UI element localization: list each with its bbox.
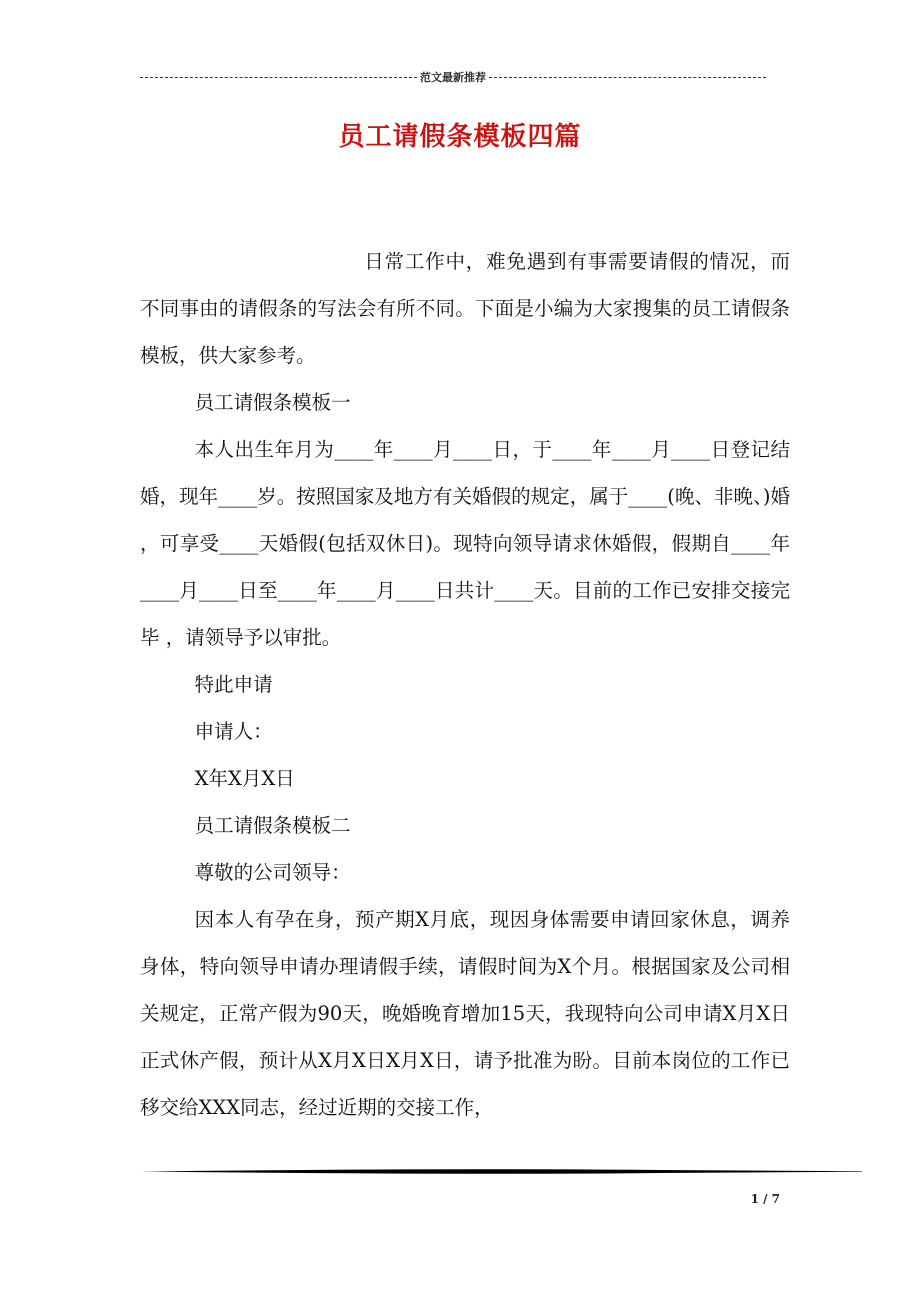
intro-paragraph: 日常工作中，难免遇到有事需要请假的情况，而不同事由的请假条的写法会有所不同。下面是小编为大家搜集的员工请假条模板，供大家参考。: [140, 250, 790, 367]
page-number: 1 / 7: [750, 1192, 780, 1206]
document-body: [140, 238, 790, 1131]
maternity-leave-paragraph: 因本人有孕在身，预产期X月底，现因身体需要申请回家休息，调养身体，特向领导申请办理请假手续，请假时间为X个月。根据国家及公司相关规定，正常产假为90天，晚婚晚育增加15天，我现特向公司申请X月X日正式休产假，预计从X月X日X月X日，请予批准为盼。目前本岗位的工作已移交给XXX同志，经过近期的交接工作，: [140, 908, 790, 1119]
applicant-line: 申请人：: [194, 720, 273, 743]
page-header: [140, 68, 766, 86]
salutation: 尊敬的公司领导：: [194, 861, 351, 884]
closing-phrase: 特此申请: [194, 673, 273, 696]
document-title: 员工请假条模板四篇: [338, 122, 582, 152]
header-dash-left: [140, 77, 417, 78]
section-heading-template-one: 员工请假条模板一: [194, 391, 351, 414]
footer-rule: [140, 1168, 862, 1175]
date-line: X年X月X日: [194, 767, 295, 790]
header-label: 范文最新推荐: [420, 71, 486, 84]
marriage-leave-paragraph: 本人出生年月为____年____月____日，于____年____月____日登记结婚，现年____岁。按照国家及地方有关婚假的规定，属于____(晚、非晚、)婚 ，可享受____天婚假(包括双休日)。现特向领导请求休婚假，假期自____年____月____日至____年____月____日共计____天。目前的工作已安排交接完毕 ，请领导予以审批。: [140, 438, 790, 649]
section-heading-template-two: 员工请假条模板二: [194, 814, 351, 837]
header-dash-right: [489, 77, 766, 78]
